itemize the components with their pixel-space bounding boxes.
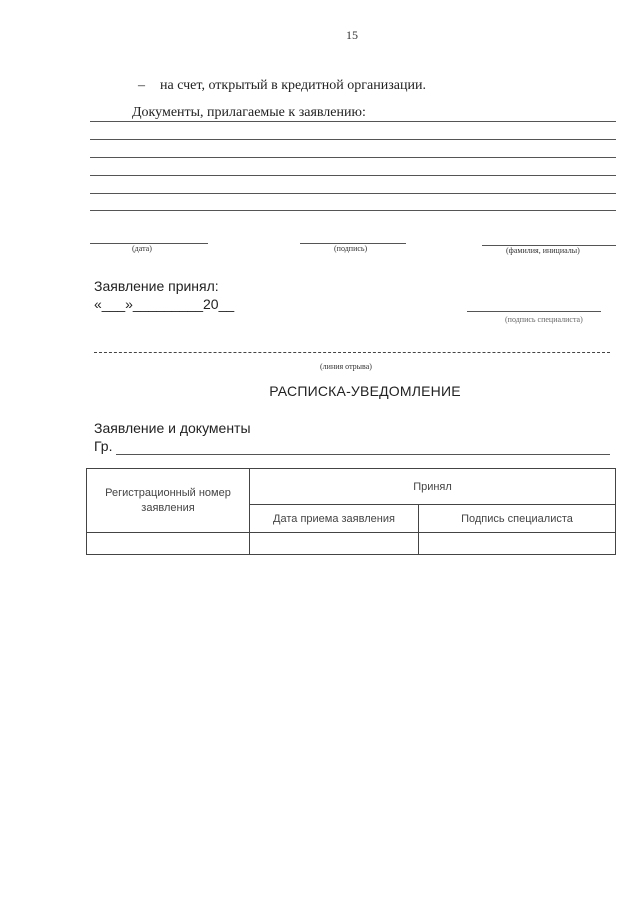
documents-blank-line [90, 193, 616, 194]
specialist-signature-header: Подпись специалиста [461, 512, 573, 525]
specialist-signature-caption: (подпись специалиста) [505, 315, 583, 324]
date-received-value-cell[interactable] [250, 533, 419, 555]
accepted-header-cell [250, 469, 616, 505]
name-caption: (фамилия, инициалы) [506, 246, 580, 255]
accepted-header: Принял [413, 480, 452, 493]
accepted-label: Заявление принял: [94, 278, 219, 294]
signature-caption: (подпись) [334, 244, 368, 253]
reg-number-header: Регистрационный номер заявления [105, 486, 231, 514]
documents-label-underline [90, 121, 616, 122]
page-number: 15 [346, 28, 358, 42]
date-caption: (дата) [132, 244, 152, 253]
specialist-signature-value-cell[interactable] [419, 533, 616, 555]
documents-label: Документы, прилагаемые к заявлению: [132, 105, 366, 120]
cut-line [94, 352, 610, 353]
documents-blank-line [90, 210, 616, 211]
date-received-header: Дата приема заявления [273, 512, 395, 525]
list-item-dash: – [138, 78, 145, 93]
cut-line-caption: (линия отрыва) [320, 362, 372, 371]
specialist-signature-header-cell [419, 505, 616, 533]
documents-blank-line [90, 175, 616, 176]
reg-number-value-cell[interactable] [87, 533, 250, 555]
receipt-line-2-prefix: Гр. [94, 438, 113, 454]
documents-blank-line [90, 139, 616, 140]
receipt-title: РАСПИСКА-УВЕДОМЛЕНИЕ [269, 383, 461, 399]
documents-blank-line [90, 157, 616, 158]
receipt-name-line [116, 454, 610, 455]
reg-number-header-cell [87, 469, 250, 533]
list-item-text: на счет, открытый в кредитной организации. [160, 78, 426, 93]
receipt-line-1: Заявление и документы [94, 420, 251, 436]
receipt-table [86, 468, 616, 555]
specialist-signature-line [467, 311, 601, 312]
date-template: «___»_________20__ [94, 296, 235, 312]
date-received-header-cell [250, 505, 419, 533]
